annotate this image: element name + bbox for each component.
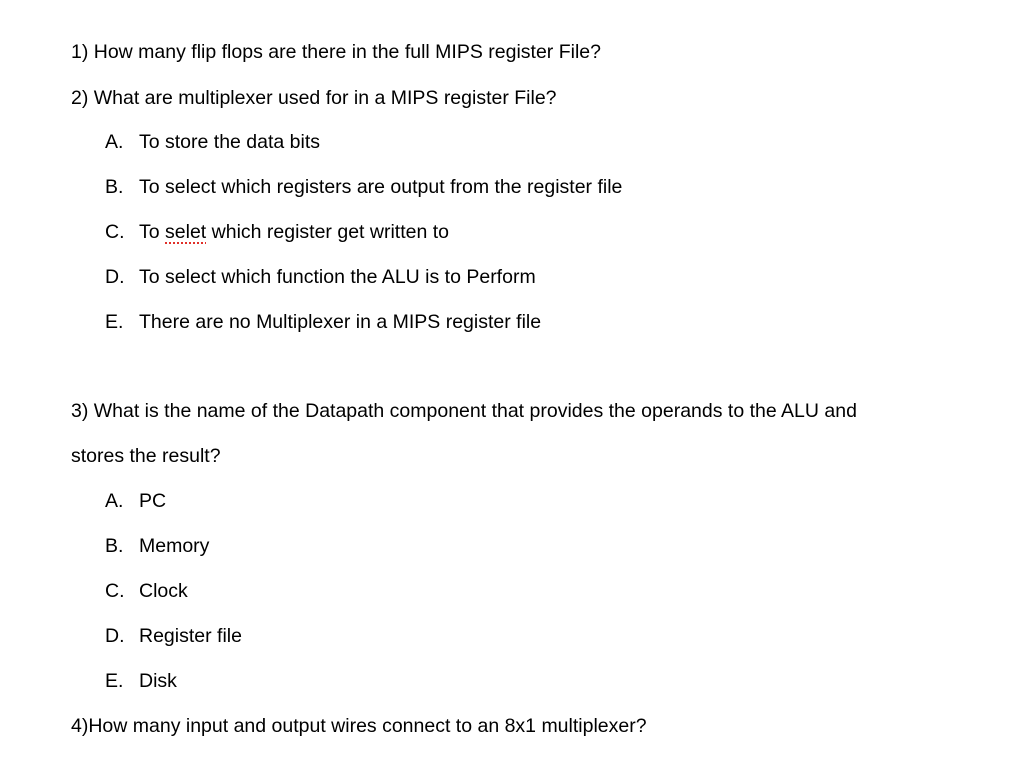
q3-option-c [105,579,188,603]
option-letter: E. [105,670,124,692]
option-text: Memory [139,535,210,557]
option-letter: B. [105,176,124,198]
option-letter: A. [105,490,124,512]
option-letter: C. [105,580,125,602]
option-text: PC [139,490,167,512]
question-1: 1) How many flip flops are there in the full MIPS register File? [71,41,601,63]
option-letter: D. [105,625,125,647]
option-letter: D. [105,266,125,288]
option-text: There are no Multiplexer in a MIPS register file [139,311,542,333]
option-letter: A. [105,131,124,153]
q2-option-c [105,220,449,244]
q2-option-d [105,265,536,289]
q3-option-d [105,624,242,648]
question-3-line-1: 3) What is the name of the Datapath component that provides the operands to the ALU and [71,400,857,422]
q2-option-b [105,175,622,199]
option-letter: C. [105,221,125,243]
option-text: Register file [139,625,242,647]
q2-option-e [105,310,541,334]
q3-option-a [105,489,166,513]
question-2: 2) What are multiplexer used for in a MIPS register File? [71,87,557,109]
option-letter: B. [105,535,124,557]
q2-option-a [105,130,320,154]
option-text-suffix: which register get written to [206,221,449,243]
option-text: Disk [139,670,177,692]
option-text: To select which function the ALU is to Perform [139,266,536,288]
q3-option-b [105,534,209,558]
option-text-prefix: To [139,221,166,243]
question-4: 4)How many input and output wires connect to an 8x1 multiplexer? [71,715,647,737]
question-3-line-2: stores the result? [71,445,221,467]
option-text: To select which registers are output from the register file [139,176,623,198]
option-text: Clock [139,580,188,602]
option-text: To store the data bits [139,131,321,153]
option-letter: E. [105,311,124,333]
misspelled-word[interactable]: selet [165,221,207,243]
q3-option-e [105,669,177,693]
